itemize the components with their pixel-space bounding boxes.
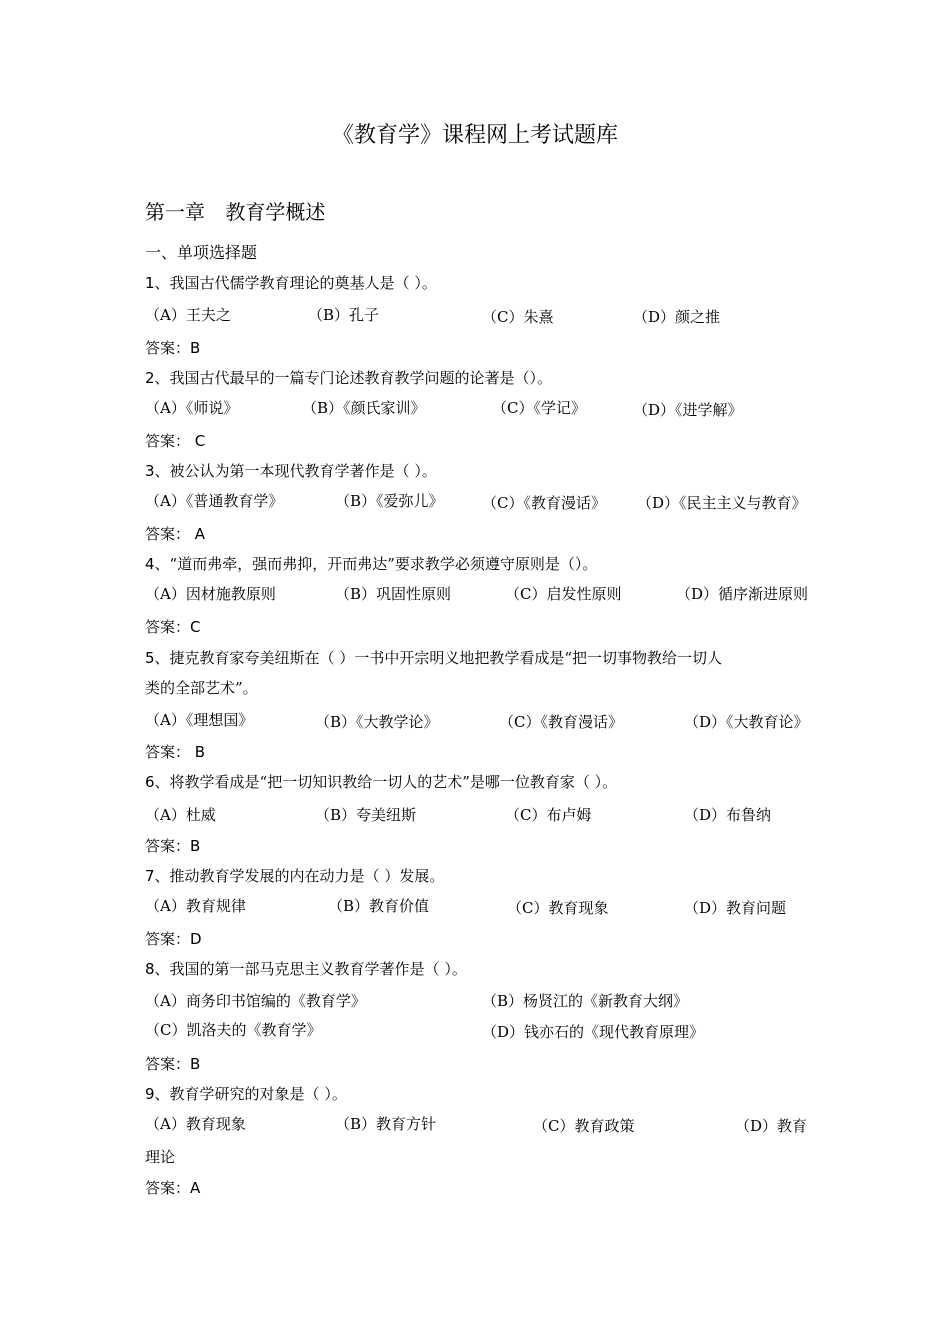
- question-stem: 将教学看成是“把一切知识教给一切人的艺术”是哪一位教育家（ ）。: [169, 773, 618, 791]
- option-b: （B）教育价值: [328, 897, 430, 915]
- option-b: （B）《大教学论》: [315, 713, 439, 731]
- question-number: 2、: [145, 369, 170, 387]
- option-b: （B）《爱弥儿》: [335, 492, 444, 510]
- option-a: （A）教育规律: [145, 897, 246, 915]
- option-a: （A）教育现象: [145, 1115, 246, 1133]
- option-a: （A）《理想国》: [145, 711, 254, 729]
- question-8: [145, 959, 467, 979]
- answer: 答案：C: [145, 618, 201, 636]
- option-c: （C）《教育漫话》: [499, 713, 623, 731]
- option-c: （C）教育现象: [507, 899, 609, 917]
- option-a: （A）王夫之: [145, 306, 231, 324]
- option-b: （B）巩固性原则: [335, 585, 452, 603]
- option-b: （B）夸美纽斯: [315, 806, 417, 824]
- question-number: 9、: [145, 1085, 170, 1103]
- option-d: （D）《民主主义与教育》: [637, 494, 807, 512]
- option-c: （C）《教育漫话》: [482, 494, 606, 512]
- question-stem: 教育学研究的对象是（ ）。: [169, 1085, 347, 1103]
- question-stem: “道而弗牵，强而弗抑，开而弗达”要求教学必须遵守原则是（）。: [169, 555, 598, 573]
- question-7: [145, 866, 444, 886]
- option-b: （B）教育方针: [335, 1115, 437, 1133]
- question-1: [145, 273, 437, 293]
- question-stem: 推动教育学发展的内在动力是（ ）发展。: [169, 867, 445, 885]
- option-d: （D）教育问题: [684, 899, 787, 917]
- option-c: （C）《学记》: [492, 399, 586, 417]
- option-a: （A）商务印书馆编的《教育学》: [145, 992, 366, 1010]
- option-a: （A）因材施教原则: [145, 585, 276, 603]
- question-4: [145, 554, 597, 574]
- question-number: 1、: [145, 274, 170, 292]
- option-c: （C）布卢姆: [505, 806, 592, 824]
- option-b: （B）孔子: [308, 306, 380, 324]
- question-number: 4、: [145, 555, 170, 573]
- option-a: （A）《师说》: [145, 399, 239, 417]
- question-number: 6、: [145, 773, 170, 791]
- question-stem: 我国古代儒学教育理论的奠基人是（ ）。: [169, 274, 437, 292]
- question-stem: 我国的第一部马克思主义教育学著作是（ ）。: [169, 960, 467, 978]
- option-c: （C）启发性原则: [505, 585, 622, 603]
- answer: 答案：B: [145, 837, 201, 855]
- question-6: [145, 772, 617, 792]
- answer: 答案：B: [145, 1055, 201, 1073]
- option-d: （D）教育: [735, 1117, 808, 1135]
- question-number: 3、: [145, 462, 170, 480]
- option-d: （D）颜之推: [633, 308, 721, 326]
- question-9: [145, 1084, 347, 1104]
- option-c: （C）朱熹: [482, 308, 554, 326]
- question-number: 7、: [145, 867, 170, 885]
- answer: 答案：D: [145, 930, 202, 948]
- question-3: [145, 461, 437, 481]
- option-c: （C）教育政策: [533, 1117, 635, 1135]
- option-d: （D）《大教育论》: [684, 713, 809, 731]
- section-heading: 一、单项选择题: [145, 243, 258, 262]
- option-d: （D）布鲁纳: [684, 806, 772, 824]
- option-c: （C）凯洛夫的《教育学》: [145, 1021, 322, 1039]
- option-a: （A）《普通教育学》: [145, 492, 284, 510]
- answer: 答案：A: [145, 1179, 201, 1197]
- question-number: 5、: [145, 649, 170, 667]
- answer: 答案： B: [145, 743, 206, 761]
- option-a: （A）杜威: [145, 806, 216, 824]
- question-stem: 我国古代最早的一篇专门论述教育教学问题的论著是（）。: [169, 369, 553, 387]
- option-d: （D）循序渐进原则: [676, 585, 809, 603]
- question-stem: 被公认为第一本现代教育学著作是（ ）。: [169, 462, 437, 480]
- document-title: 《教育学》课程网上考试题库: [331, 123, 618, 148]
- question-number: 8、: [145, 960, 170, 978]
- question-stem: 捷克教育家夸美纽斯在（ ）一书中开宗明义地把教学看成是“把一切事物教给一切人: [169, 649, 722, 667]
- answer: 答案：B: [145, 339, 201, 357]
- answer: 答案： A: [145, 525, 206, 543]
- option-d-continued: 理论: [145, 1148, 176, 1166]
- chapter-heading: 第一章 教育学概述: [145, 200, 326, 224]
- question-5: [145, 648, 722, 668]
- option-b: （B）《颜氏家训》: [302, 399, 426, 417]
- question-2: [145, 368, 552, 388]
- question-5-continued: [145, 678, 258, 698]
- question-stem-continued: 类的全部艺术”。: [145, 679, 258, 697]
- option-d: （D）钱亦石的《现代教育原理》: [482, 1023, 705, 1041]
- answer: 答案： C: [145, 432, 206, 450]
- option-d: （D）《进学解》: [633, 401, 743, 419]
- option-b: （B）杨贤江的《新教育大纲》: [482, 992, 689, 1010]
